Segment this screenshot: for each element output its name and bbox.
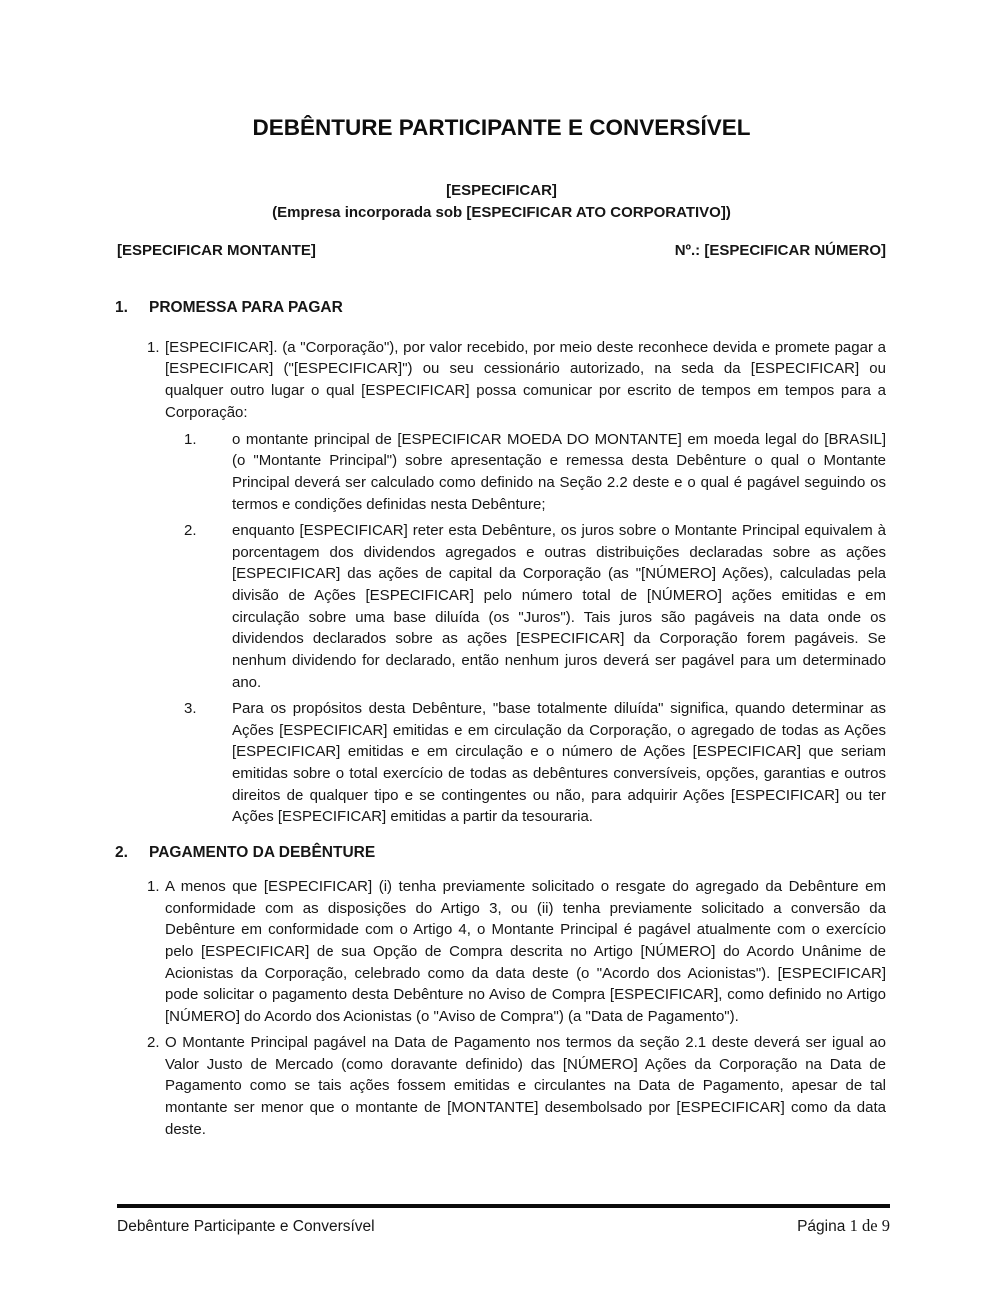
section-1-title: PROMESSA PARA PAGAR bbox=[149, 299, 343, 316]
clause-text: Para os propósitos desta Debênture, "base totalmente diluída" significa, quando determinar as Ações [ESPECIFICAR] emitidas e em circulação da Corporação, o agregado de todas as Ações [ESPECIFICAR] emitidas e em circulação e o número de Ações [ESPECIFICAR] que seriam emitidas sobre o total exercício de todas as debêntures conversíveis, opções, garantias e outros direitos de qualquer tipo e se contingentes ou não, para adquirir Ações [ESPECIFICAR] ou ter Ações [ESPECIFICAR] emitidas a partir da tesouraria. bbox=[232, 699, 886, 826]
incorporation-line: (Empresa incorporada sob [ESPECIFICAR ATO CORPORATIVO]) bbox=[272, 204, 731, 221]
section-1-heading bbox=[117, 297, 886, 319]
clause-number: 3. bbox=[184, 699, 197, 717]
clause-number: 1. bbox=[147, 877, 160, 895]
section-1-number: 1. bbox=[115, 299, 128, 316]
footer-page-info: 1 de 9 bbox=[849, 1216, 890, 1235]
document-content bbox=[117, 0, 886, 1140]
footer-document-name: Debênture Participante e Conversível bbox=[117, 1218, 375, 1235]
clause-text: o montante principal de [ESPECIFICAR MOEDA DO MONTANTE] em moeda legal do [BRASIL] (o "Montante Principal") sobre apresentação e remessa desta Debênture o qual o Montante Principal deverá ser calculado como definido na Seção 2.2 deste e o qual é pagável seguindo os termos e condições definidas nesta Debênture; bbox=[232, 430, 886, 513]
footer-row bbox=[117, 1215, 890, 1237]
clause-1-1-1 bbox=[117, 429, 886, 516]
clause-number: 2. bbox=[147, 1033, 160, 1051]
company-name-placeholder: [ESPECIFICAR] bbox=[446, 182, 557, 199]
document-title: DEBÊNTURE PARTICIPANTE E CONVERSÍVEL bbox=[252, 115, 751, 140]
clause-2-1 bbox=[117, 876, 886, 1028]
meta-row bbox=[117, 240, 886, 261]
section-2-title: PAGAMENTO DA DEBÊNTURE bbox=[149, 844, 376, 862]
page-footer bbox=[117, 1204, 890, 1237]
document-subtitle bbox=[117, 180, 886, 224]
clause-1-1-3 bbox=[117, 698, 886, 828]
clause-text: enquanto [ESPECIFICAR] reter esta Debênture, os juros sobre o Montante Principal equivalem à porcentagem dos dividendos agregados e outras distribuições declaradas sobre as ações [ESPECIFICAR] das ações de capital da Corporação (as "[NÚMERO] Ações), calculadas pela divisão de Ações [ESPECIFICAR] pelo número total de [NÚMERO] ações emitidas e em circulação sobre uma base diluída (os "Juros"). Tais juros são pagáveis na data onde os dividendos declarados sobre as ações [ESPECIFICAR] da Corporação forem pagáveis. Se nenhum dividendo for declarado, então nenhum juros deverá ser pagável para um determinado ano. bbox=[232, 521, 886, 691]
clause-text: A menos que [ESPECIFICAR] (i) tenha previamente solicitado o resgate do agregado da Debênture em conformidade com as disposições do Artigo 3, ou (ii) tenha previamente solicitado a conversão da Debênture em conformidade com o Artigo 4, o Montante Principal é pagável atualmente com o exercício pelo [ESPECIFICAR] de sua Opção de Compra descrita no Artigo [NÚMERO] do Acordo Unânime de Acionistas da Corporação, celebrado como da data deste (o "Acordo dos Acionistas"). [ESPECIFICAR] pode solicitar o pagamento desta Debênture no Aviso de Compra [ESPECIFICAR], como definido no Artigo [NÚMERO] do Acordo dos Acionistas (o "Aviso de Compra") (a "Data de Pagamento"). bbox=[165, 877, 886, 1026]
clause-number: 2. bbox=[184, 521, 197, 539]
footer-page-word: Página bbox=[797, 1218, 846, 1235]
section-2-number: 2. bbox=[115, 844, 128, 862]
clause-2-2 bbox=[117, 1032, 886, 1141]
clause-number: 1. bbox=[147, 338, 160, 356]
footer-rule bbox=[117, 1204, 890, 1208]
clause-1-1 bbox=[117, 337, 886, 424]
footer-page-indicator bbox=[797, 1215, 890, 1237]
number-placeholder: Nº.: [ESPECIFICAR NÚMERO] bbox=[674, 242, 886, 259]
clause-number: 1. bbox=[184, 430, 197, 448]
amount-placeholder: [ESPECIFICAR MONTANTE] bbox=[117, 242, 316, 259]
section-2-heading bbox=[117, 842, 886, 864]
clause-1-1-2 bbox=[117, 520, 886, 694]
clause-text: [ESPECIFICAR]. (a "Corporação"), por valor recebido, por meio deste reconhece devida e promete pagar a [ESPECIFICAR] ("[ESPECIFICAR]") ou seu cessionário autorizado, na seda da [ESPECIFICAR] ou qualquer outro lugar o qual [ESPECIFICAR] possa comunicar por escrito de tempos em tempos para a Corporação: bbox=[165, 338, 886, 421]
clause-text: O Montante Principal pagável na Data de Pagamento nos termos da seção 2.1 deste deverá ser igual ao Valor Justo de Mercado (como doravante definido) das [NÚMERO] Ações da Corporação na Data de Pagamento como se tais ações fossem emitidas e circulantes na Data de Pagamento, apesar de tal montante ser menor que o montante de [MONTANTE] desembolsado por [ESPECIFICAR] como da data deste. bbox=[165, 1033, 886, 1138]
